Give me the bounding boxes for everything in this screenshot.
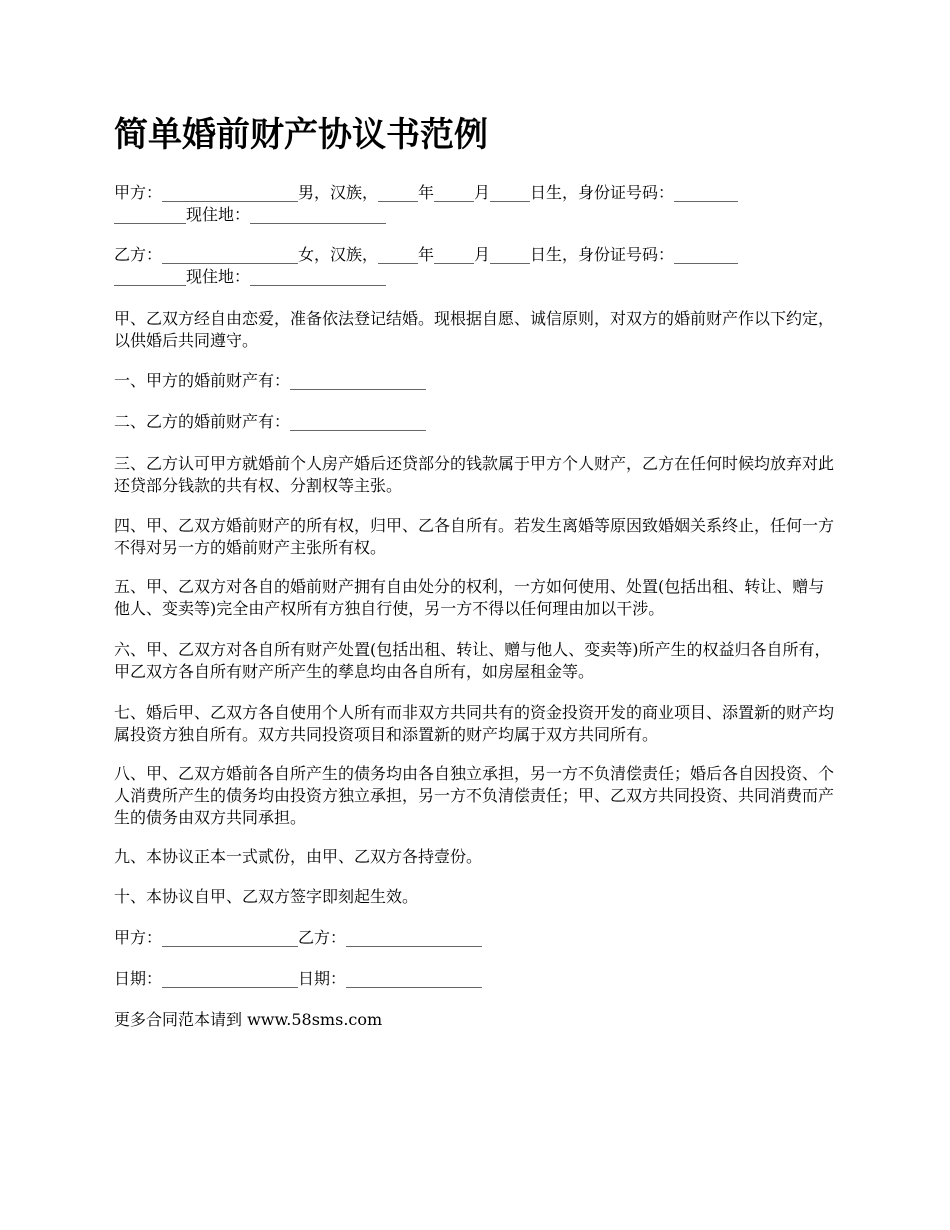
party-b-line-1: 乙方：_________________女，汉族，_____年_____月_____日生，身份证号码：________ bbox=[114, 245, 739, 264]
party-b-line-2: _________现住地：_________________ bbox=[114, 267, 387, 286]
clause-1: 一、甲方的婚前财产有：_________________ bbox=[114, 371, 427, 390]
clause-6: 六、甲、乙双方对各自所有财产处置(包括出租、转让、赠与他人、变卖等)所产生的权益归各自所有，甲乙双方各自所有财产所产生的孳息均由各自所有，如房屋租金等。 bbox=[114, 640, 831, 681]
document-title: 简单婚前财产协议书范例 bbox=[114, 115, 488, 155]
intro-paragraph: 甲、乙双方经自由恋爱，准备依法登记结婚。现根据自愿、诚信原则，对双方的婚前财产作以下约定，以供婚后共同遵守。 bbox=[114, 309, 835, 350]
signature-line: 甲方：_________________乙方：_________________ bbox=[114, 928, 483, 947]
party-a-line-1: 甲方：_________________男，汉族，_____年_____月_____日生，身份证号码：________ bbox=[114, 183, 739, 202]
clause-9: 九、本协议正本一式贰份，由甲、乙双方各持壹份。 bbox=[114, 847, 483, 866]
clause-4: 四、甲、乙双方婚前财产的所有权，归甲、乙各自所有。若发生离婚等原因致婚姻关系终止，任何一方不得对另一方的婚前财产主张所有权。 bbox=[114, 516, 835, 557]
clause-3: 三、乙方认可甲方就婚前个人房产婚后还贷部分的钱款属于甲方个人财产，乙方在任何时候均放弃对此还贷部分钱款的共有权、分割权等主张。 bbox=[114, 454, 835, 495]
clause-8: 八、甲、乙双方婚前各自所产生的债务均由各自独立承担，另一方不负清偿责任；婚后各自因投资、个人消费所产生的债务均由投资方独立承担，另一方不负清偿责任；甲、乙双方共同投资、共同消费而产生的债务由双方共同承担。 bbox=[114, 764, 835, 827]
footer-note: 更多合同范本请到 www.58sms.com bbox=[114, 1010, 383, 1029]
date-line: 日期：_________________日期：_________________ bbox=[114, 969, 483, 988]
clause-5: 五、甲、乙双方对各自的婚前财产拥有自由处分的权利，一方如何使用、处置(包括出租、转让、赠与他人、变卖等)完全由产权所有方独自行使，另一方不得以任何理由加以干涉。 bbox=[114, 577, 825, 618]
party-a-line-2: _________现住地：_________________ bbox=[114, 205, 387, 224]
clause-10: 十、本协议自甲、乙双方签字即刻起生效。 bbox=[114, 887, 419, 906]
clause-2: 二、乙方的婚前财产有：_________________ bbox=[114, 412, 427, 431]
clause-7: 七、婚后甲、乙双方各自使用个人所有而非双方共同共有的资金投资开发的商业项目、添置新的财产均属投资方独自所有。双方共同投资项目和添置新的财产均属于双方共同所有。 bbox=[114, 703, 835, 744]
